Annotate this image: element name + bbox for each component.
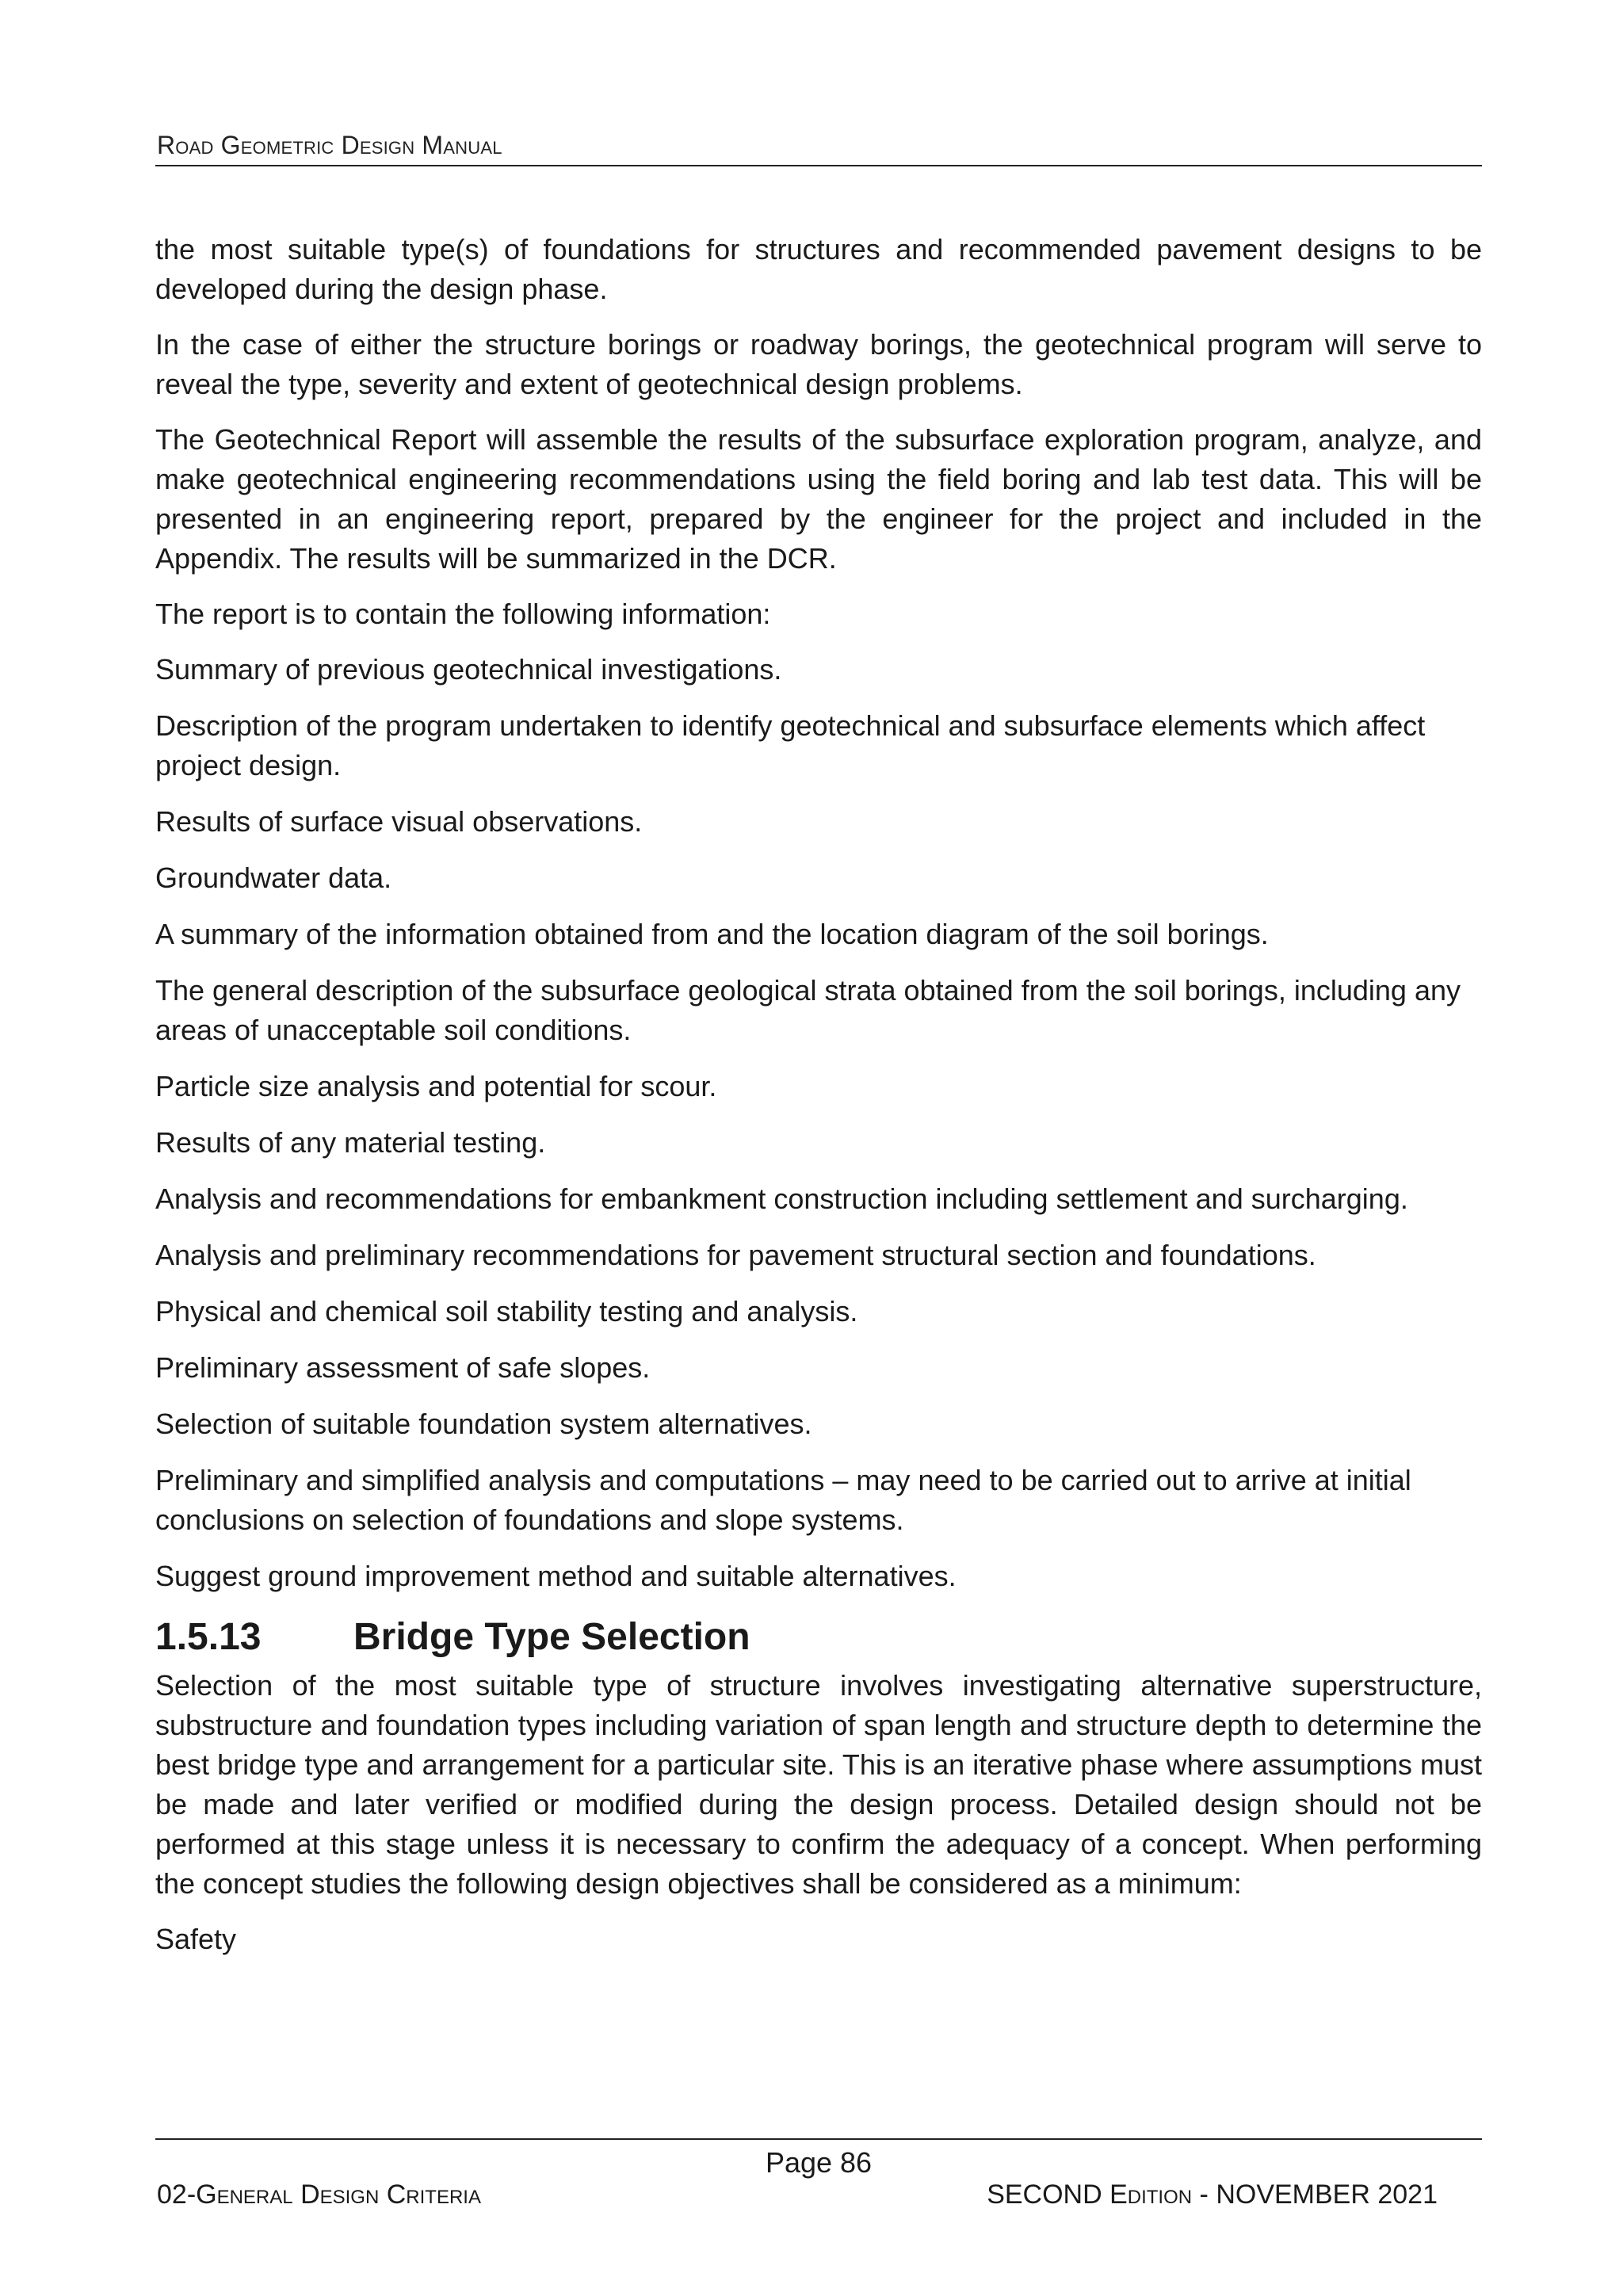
section-title: Bridge Type Selection — [353, 1616, 750, 1658]
paragraph-bridge-type: Selection of the most suitable type of structure involves investigating alternative superstructure, substructure and foundation types including variation of span length and structure depth to determine the best bridge type and arrangement for a particular site. This is an iterative phase where assumptions must be made and later verified or modified during the design process. Detailed design should not be performed at this stage unless it is necessary to confirm the adequacy of a concept. When performing the concept studies the following design objectives shall be considered as a minimum: — [155, 1669, 1482, 1900]
section-heading — [155, 1614, 1482, 1661]
objective-item: Safety — [155, 1923, 237, 1955]
list-item: Physical and chemical soil stability testing and analysis. — [155, 1295, 858, 1328]
footer-chapter: 02-General Design Criteria — [157, 2179, 481, 2210]
paragraph-borings: In the case of either the structure borings or roadway borings, the geotechnical program will serve to reveal the type, severity and extent of geotechnical design problems. — [155, 328, 1482, 400]
list-item: Description of the program undertaken to identify geotechnical and subsurface elements which affect project design. — [155, 709, 1426, 781]
page-footer — [155, 2138, 1482, 2210]
list-item: Groundwater data. — [155, 861, 392, 894]
list-item: Particle size analysis and potential for scour. — [155, 1070, 717, 1102]
paragraph-geotechnical-report: The Geotechnical Report will assemble the results of the subsurface exploration program, analyze, and make geotechnical engineering recommendations using the field boring and lab test data. This will be presented in an engineering report, prepared by the engineer for the project and included in the Appendix. The results will be summarized in the DCR. — [155, 423, 1482, 575]
list-item: Summary of previous geotechnical investigations. — [155, 653, 782, 686]
list-item: Preliminary assessment of safe slopes. — [155, 1351, 651, 1384]
page-content — [155, 230, 1482, 1976]
footer-edition: SECOND Edition - NOVEMBER 2021 — [987, 2179, 1438, 2210]
list-item: Results of surface visual observations. — [155, 805, 643, 838]
list-item: Suggest ground improvement method and suitable alternatives. — [155, 1560, 957, 1592]
list-item: Analysis and preliminary recommendations for pavement structural section and foundations. — [155, 1239, 1316, 1271]
page-header — [155, 127, 1482, 166]
paragraph-report-intro: The report is to contain the following information: — [155, 598, 771, 630]
list-item: Results of any material testing. — [155, 1126, 546, 1159]
list-item: Preliminary and simplified analysis and computations – may need to be carried out to arrive at initial conclusions on selection of foundations and slope systems. — [155, 1464, 1411, 1536]
report-items-list — [155, 650, 1482, 1596]
section-number: 1.5.13 — [155, 1616, 262, 1658]
list-item: Selection of suitable foundation system alternatives. — [155, 1408, 812, 1440]
list-item: A summary of the information obtained from and the location diagram of the soil borings. — [155, 918, 1269, 950]
list-item: Analysis and recommendations for embankment construction including settlement and surcharging. — [155, 1182, 1408, 1215]
header-title: Road Geometric Design Manual — [157, 131, 502, 159]
page-number: Page 86 — [765, 2146, 873, 2179]
list-item: The general description of the subsurface geological strata obtained from the soil borings, including any areas of unacceptable soil conditions. — [155, 974, 1461, 1046]
paragraph-foundations: the most suitable type(s) of foundations for structures and recommended pavement designs to be developed during the design phase. — [155, 233, 1482, 305]
